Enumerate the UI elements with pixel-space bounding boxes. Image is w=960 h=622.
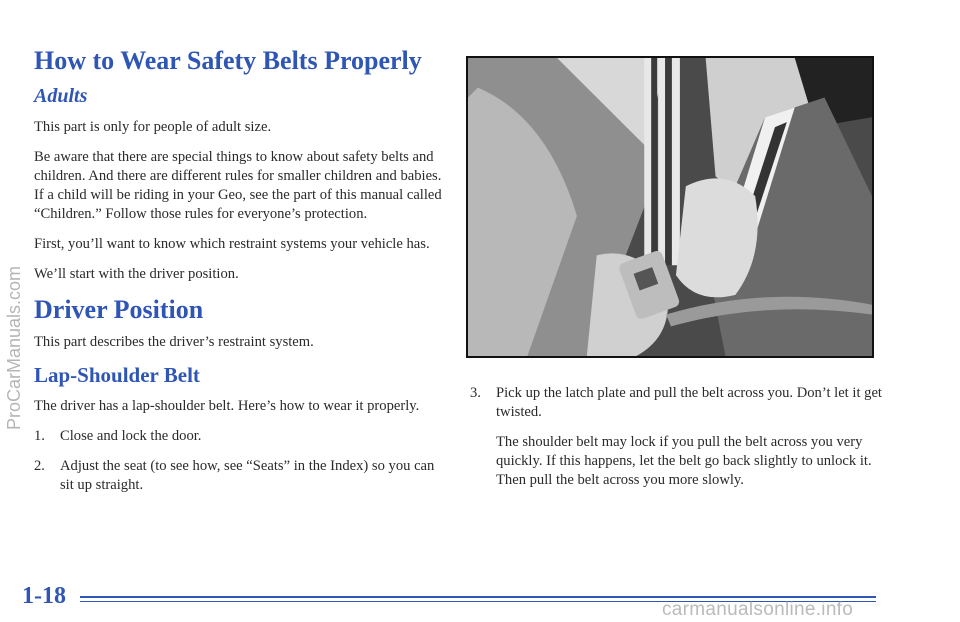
section-heading-driver-position: Driver Position bbox=[34, 295, 204, 324]
step-number: 2. bbox=[34, 458, 45, 474]
seatbelt-photo bbox=[466, 56, 874, 358]
step-2 bbox=[34, 457, 444, 495]
footer-rule bbox=[80, 596, 876, 598]
step-text: Adjust the seat (to see how, see “Seats” in the Index) so you can sit up straight. bbox=[60, 458, 435, 493]
side-watermark: ProCarManuals.com bbox=[4, 265, 24, 430]
step-number: 3. bbox=[470, 385, 481, 401]
page-number: 1-18 bbox=[22, 583, 66, 609]
section-heading-lap-shoulder-belt: Lap-Shoulder Belt bbox=[34, 363, 200, 387]
paragraph-children-note: Be aware that there are special things to know about safety belts and children. And there are different rules for smaller children and babies. If a child will be riding in your Geo, see the part of this manual called “Children.” Follow those rules for everyone’s protection. bbox=[34, 149, 442, 222]
paragraph-restraint-systems: First, you’ll want to know which restraint systems your vehicle has. bbox=[34, 236, 430, 252]
paragraph-lap-belt-intro: The driver has a lap-shoulder belt. Here’s how to wear it properly. bbox=[34, 398, 420, 414]
paragraph-driver-start: We’ll start with the driver position. bbox=[34, 266, 239, 282]
left-column bbox=[34, 46, 444, 506]
bottom-watermark: carmanualsonline.info bbox=[662, 599, 854, 620]
step-text: Pick up the latch plate and pull the belt across you. Don’t let it get twisted. bbox=[496, 385, 882, 420]
paragraph-driver-restraint: This part describes the driver’s restraint system. bbox=[34, 334, 314, 350]
right-column bbox=[470, 384, 890, 501]
seatbelt-illustration bbox=[468, 58, 872, 356]
step-1 bbox=[34, 427, 444, 446]
section-heading-adults: Adults bbox=[34, 85, 88, 107]
step-3 bbox=[470, 384, 890, 422]
step-text: Close and lock the door. bbox=[60, 428, 202, 444]
step-number: 1. bbox=[34, 428, 45, 444]
paragraph-shoulder-belt-lock: The shoulder belt may lock if you pull the belt across you very quickly. If this happens, let the belt go back slightly to unlock it. Then pull the belt across you more slowly. bbox=[496, 434, 872, 488]
paragraph-adult-size: This part is only for people of adult size. bbox=[34, 119, 272, 135]
page-title: How to Wear Safety Belts Properly bbox=[34, 46, 422, 75]
